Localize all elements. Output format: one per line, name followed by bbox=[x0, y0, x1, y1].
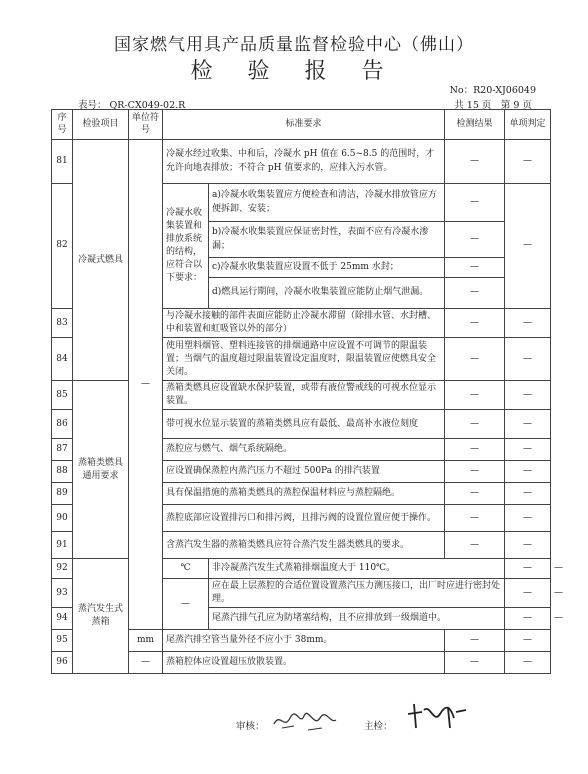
col-req-header: 标准要求 bbox=[163, 110, 445, 140]
requirement: 尾蒸汽排空管当量外径不应小于 38mm。 bbox=[163, 630, 445, 652]
verdict: — bbox=[505, 439, 551, 461]
result: — bbox=[445, 505, 505, 532]
row-no: 89 bbox=[52, 483, 73, 505]
requirement: 蒸箱类燃具应设置缺水保护装置，或带有液位警戒线的可视水位显示装置。 bbox=[163, 381, 445, 410]
col-no-header: 序号 bbox=[52, 110, 73, 140]
unit-dash: — bbox=[129, 140, 163, 630]
requirement: 具有保温措施的蒸箱类燃具的蒸腔保温材料应与蒸腔隔绝。 bbox=[163, 483, 445, 505]
result: — bbox=[445, 652, 505, 674]
requirement: 蒸箱腔体应设置超压放散装置。 bbox=[163, 652, 445, 674]
row-no: 96 bbox=[52, 652, 73, 674]
requirement: 应设置确保蒸腔内蒸汽压力不超过 500Pa 的排汽装置 bbox=[163, 461, 445, 483]
verdict: — bbox=[505, 652, 551, 674]
result: — bbox=[505, 579, 551, 608]
row-no: 87 bbox=[52, 439, 73, 461]
org-title: 国家燃气用具产品质量监督检验中心（佛山） bbox=[114, 35, 474, 55]
col-result-header: 检测结果 bbox=[445, 110, 505, 140]
row-no: 81 bbox=[52, 140, 73, 184]
col-unit-header: 单位符号 bbox=[129, 110, 163, 140]
approver-label: 主检： bbox=[364, 721, 393, 732]
result: — bbox=[445, 338, 505, 381]
unit: ℃ bbox=[163, 559, 209, 579]
unit-dash: — bbox=[163, 579, 209, 630]
verdict: — bbox=[505, 381, 551, 410]
requirement: d)燃具运行期间，冷凝水收集装置应能防止烟气泄漏。 bbox=[209, 278, 445, 309]
result: — bbox=[445, 439, 505, 461]
row-no: 84 bbox=[52, 338, 73, 381]
table-row: 92 蒸汽发生式蒸箱 ℃ 非冷凝蒸汽发生式蒸箱排烟温度大于 110℃。 — — bbox=[52, 559, 551, 579]
result: — bbox=[445, 630, 505, 652]
result: — bbox=[445, 258, 505, 278]
row-no: 93 bbox=[52, 579, 73, 608]
requirement: c)冷凝水收集装置应设置不低于 25mm 水封； bbox=[209, 258, 445, 278]
result: — bbox=[445, 140, 505, 184]
requirement: 应在最上层蒸腔的合适位置设置蒸汽压力测压接口，出厂时应进行密封处理。 bbox=[209, 579, 505, 608]
verdict: — bbox=[505, 309, 551, 338]
reviewer-label: 审核： bbox=[236, 721, 265, 732]
requirement: 蒸腔应与燃气、烟气系统隔绝。 bbox=[163, 439, 445, 461]
page-count: 共 15 页 第 9 页 bbox=[454, 100, 532, 111]
result: — bbox=[445, 222, 505, 258]
table-row bbox=[52, 381, 551, 410]
requirement: b)冷凝水收集装置应保证密封性，表面不应有冷凝水渗漏； bbox=[209, 222, 445, 258]
requirement: 尾蒸汽排气孔应为防堵塞结构，且不应排放到一级烟道中。 bbox=[209, 608, 505, 630]
row-no: 82 bbox=[52, 184, 73, 309]
requirement: 使用塑料烟管、塑料连接管的排烟通路中应设置不可调节的限温装置；当烟气的温度超过限温装置设定温度时，限温装置应使燃具安全关闭。 bbox=[163, 338, 445, 381]
verdict: — bbox=[505, 630, 551, 652]
result: — bbox=[445, 278, 505, 309]
result: — bbox=[445, 483, 505, 505]
row-no: 95 bbox=[52, 630, 73, 652]
item-steam-generator: 蒸汽发生式蒸箱 bbox=[73, 559, 129, 674]
col-verdict-header: 单项判定 bbox=[505, 110, 551, 140]
verdict: — bbox=[505, 532, 551, 559]
row-no: 86 bbox=[52, 410, 73, 439]
requirement: 含蒸汽发生器的蒸箱类燃具应符合蒸汽发生器类燃具的要求。 bbox=[163, 532, 445, 559]
form-number: 表号： QR-CX049-02.R bbox=[78, 100, 186, 111]
requirement: 带可视水位显示装置的蒸箱类燃具应有最低、最高补水液位刻度 bbox=[163, 410, 445, 439]
verdict: — bbox=[505, 338, 551, 381]
result: — bbox=[445, 309, 505, 338]
result: — bbox=[445, 461, 505, 483]
item-condensing: 冷凝式燃具 bbox=[73, 140, 129, 381]
col-item-header: 检验项目 bbox=[73, 110, 129, 140]
table-header-row bbox=[52, 110, 551, 140]
result: — bbox=[445, 184, 505, 222]
verdict: — bbox=[505, 483, 551, 505]
row-no: 85 bbox=[52, 381, 73, 410]
requirement: 冷凝水经过收集、中和后，冷凝水 pH 值在 6.5~8.5 的范围时，才允许向地表排放；不符合 pH 值要求的，应排入污水管。 bbox=[163, 140, 445, 184]
table-row bbox=[52, 140, 551, 184]
row-no: 92 bbox=[52, 559, 73, 579]
verdict: — bbox=[505, 410, 551, 439]
requirement: a)冷凝水收集装置应方便检查和清洁，冷凝水排放管应方便拆卸、安装； bbox=[209, 184, 445, 222]
verdict: — bbox=[505, 184, 551, 309]
result: — bbox=[505, 559, 551, 579]
approver-signature-icon bbox=[404, 700, 468, 732]
unit-dash: — bbox=[129, 652, 163, 674]
row-no: 88 bbox=[52, 461, 73, 483]
result: — bbox=[505, 608, 551, 630]
inspection-table bbox=[51, 109, 564, 674]
verdict: — bbox=[505, 461, 551, 483]
item-steam-general: 蒸箱类燃具通用要求 bbox=[73, 381, 129, 559]
result: — bbox=[445, 532, 505, 559]
row-no: 83 bbox=[52, 309, 73, 338]
result: — bbox=[445, 381, 505, 410]
report-number: No：R20-XJ06049 bbox=[449, 85, 536, 96]
verdict: — bbox=[505, 140, 551, 184]
requirement-intro: 冷凝水收集装置和排放系统的结构，应符合以下要求： bbox=[163, 184, 209, 309]
row-no: 90 bbox=[52, 505, 73, 532]
result: — bbox=[445, 410, 505, 439]
row-no: 91 bbox=[52, 532, 73, 559]
requirement: 与冷凝水接触的部件表面应能防止冷凝水滞留（除排水管、水封槽、中和装置和虹吸管以外的部分） bbox=[163, 309, 445, 338]
table-row: 94 尾蒸汽排气孔应为防堵塞结构，且不应排放到一级烟道中。 — — bbox=[52, 608, 551, 630]
report-title: 检 验 报 告 bbox=[190, 59, 398, 84]
row-no: 94 bbox=[52, 608, 73, 630]
unit: mm bbox=[129, 630, 163, 652]
reviewer-signature-icon bbox=[272, 708, 338, 734]
requirement: 非冷凝蒸汽发生式蒸箱排烟温度大于 110℃。 bbox=[209, 559, 505, 579]
table-row: 93 — 应在最上层蒸腔的合适位置设置蒸汽压力测压接口，出厂时应进行密封处理。 — — bbox=[52, 579, 551, 608]
requirement: 蒸腔底部应设置排污口和排污阀，且排污阀的设置位置应便于操作。 bbox=[163, 505, 445, 532]
verdict: — bbox=[505, 505, 551, 532]
